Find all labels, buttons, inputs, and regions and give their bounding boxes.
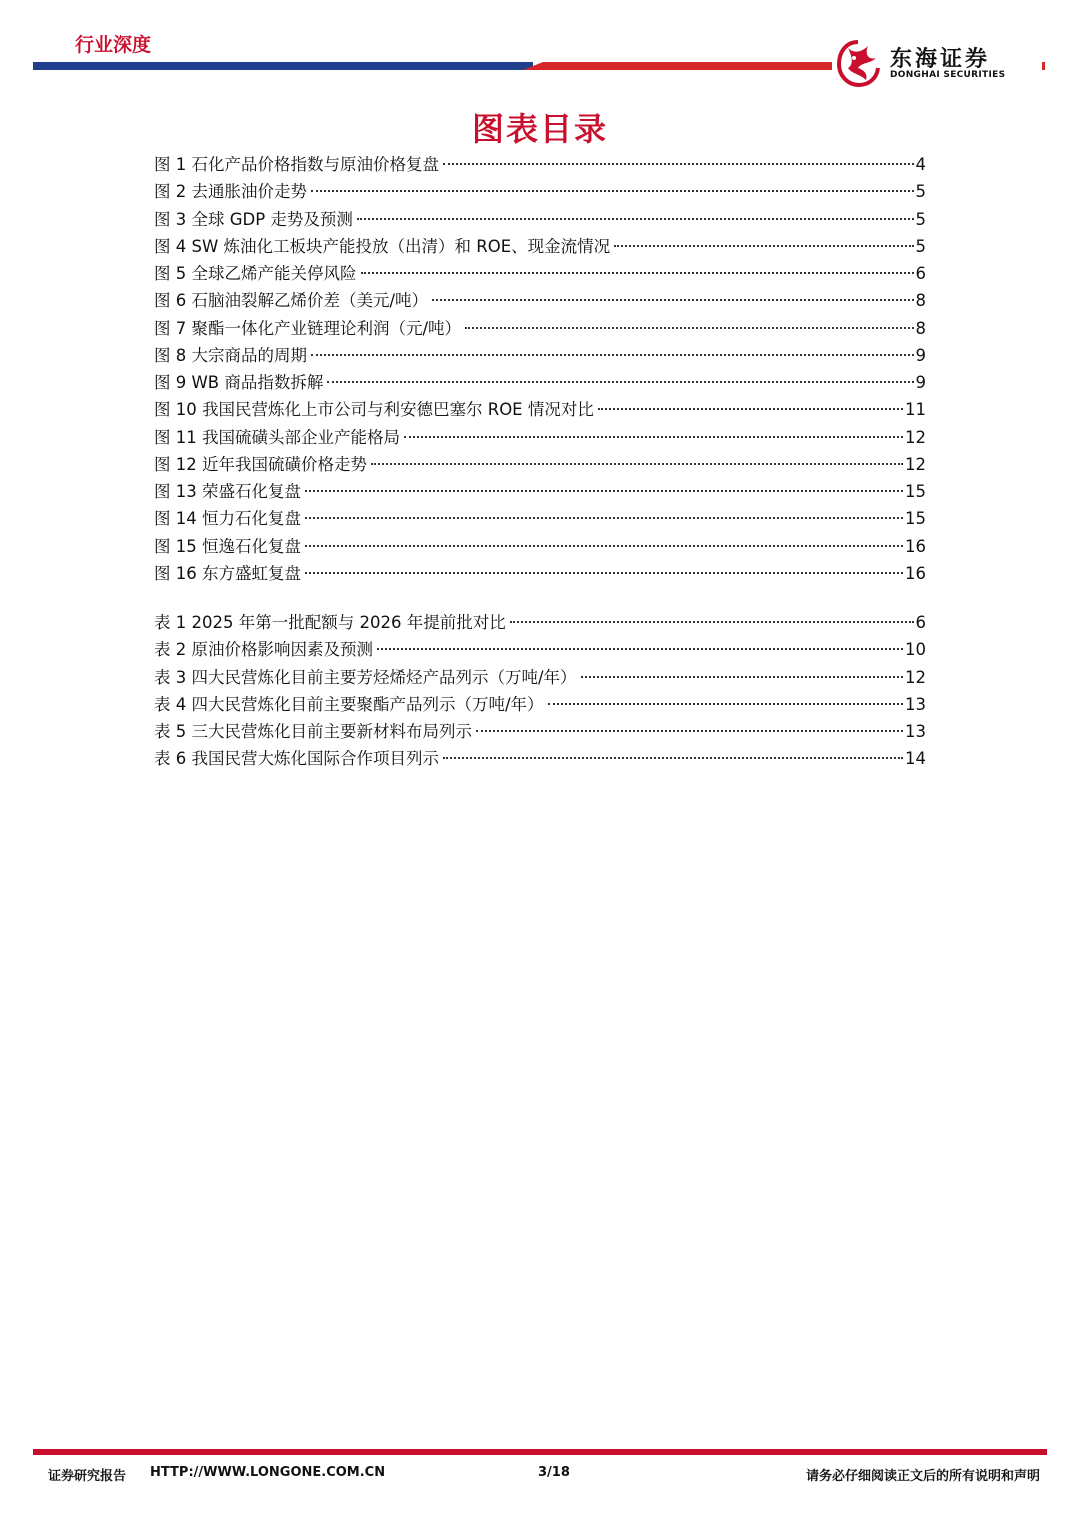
dot-leader	[510, 621, 914, 623]
toc-figure-entry-label[interactable]: 图 6 石脑油裂解乙烯价差（美元/吨）	[154, 291, 429, 311]
toc-figure-entry-page[interactable]: 12	[905, 454, 926, 474]
header-bar-blue	[33, 62, 533, 70]
toc-table-entry[interactable]	[154, 691, 926, 718]
phoenix-logo-icon	[834, 38, 882, 88]
toc-figure-entry[interactable]	[154, 451, 926, 478]
toc-figure-entry-label[interactable]: 图 3 全球 GDP 走势及预测	[154, 209, 353, 229]
toc-table-entry-label[interactable]: 表 2 原油价格影响因素及预测	[154, 640, 373, 660]
toc-table-entry-page[interactable]: 13	[905, 722, 926, 742]
toc-figure-entry-label[interactable]: 图 12 近年我国硫磺价格走势	[154, 454, 367, 474]
dot-leader	[371, 463, 903, 465]
toc-table-entry[interactable]	[154, 609, 926, 636]
toc-table-entry[interactable]	[154, 745, 926, 772]
dot-leader	[432, 299, 913, 301]
company-logo	[832, 38, 1042, 90]
dot-leader	[465, 327, 913, 329]
toc-table-entry-label[interactable]: 表 3 四大民营炼化目前主要芳烃烯烃产品列示（万吨/年）	[154, 667, 577, 687]
toc-table-entry-page[interactable]: 14	[905, 749, 926, 769]
toc-figure-entry[interactable]	[154, 533, 926, 560]
toc-figure-entry[interactable]	[154, 424, 926, 451]
page-footer	[48, 1465, 1040, 1485]
dot-leader	[443, 757, 903, 759]
toc-figure-entry[interactable]	[154, 233, 926, 260]
toc-figure-entry-label[interactable]: 图 5 全球乙烯产能关停风险	[154, 264, 357, 284]
toc-figure-entry-page[interactable]: 6	[915, 264, 926, 284]
toc-figure-entry[interactable]	[154, 151, 926, 178]
dot-leader	[311, 354, 914, 356]
toc-figure-entry[interactable]	[154, 342, 926, 369]
toc-figure-entry[interactable]	[154, 560, 926, 587]
toc-figure-entry-label[interactable]: 图 7 聚酯一体化产业链理论利润（元/吨）	[154, 318, 462, 338]
footer-doc-type: 证券研究报告	[48, 1469, 127, 1484]
toc-figure-entry-label[interactable]: 图 14 恒力石化复盘	[154, 509, 301, 529]
toc-figure-entry[interactable]	[154, 478, 926, 505]
table-list	[154, 609, 926, 773]
toc-figure-entry[interactable]	[154, 178, 926, 205]
toc-table-entry[interactable]	[154, 664, 926, 691]
toc-figure-entry-page[interactable]: 16	[905, 563, 926, 583]
toc-figure-entry[interactable]	[154, 260, 926, 287]
toc-figure-entry[interactable]	[154, 287, 926, 314]
toc-table-entry[interactable]	[154, 636, 926, 663]
toc-figure-entry-page[interactable]: 15	[905, 509, 926, 529]
toc-figure-entry-label[interactable]: 图 15 恒逸石化复盘	[154, 536, 301, 556]
toc-figure-entry-page[interactable]: 4	[915, 155, 926, 174]
dot-leader	[443, 163, 914, 165]
dot-leader	[305, 517, 903, 519]
toc-figure-entry-page[interactable]: 9	[915, 373, 926, 393]
dot-leader	[357, 218, 914, 220]
toc-figure-entry-label[interactable]: 图 9 WB 商品指数拆解	[154, 373, 324, 393]
report-category: 行业深度	[75, 34, 152, 56]
toc-figure-entry-page[interactable]: 5	[915, 209, 926, 229]
toc-figure-entry[interactable]	[154, 369, 926, 396]
toc-figure-entry-label[interactable]: 图 2 去通胀油价走势	[154, 182, 307, 202]
dot-leader	[614, 245, 913, 247]
dot-leader	[305, 490, 903, 492]
logo-english-name: DONGHAI SECURITIES	[890, 70, 1006, 80]
toc-table-entry[interactable]	[154, 718, 926, 745]
toc-figure-entry[interactable]	[154, 206, 926, 233]
toc-table-entry-page[interactable]: 6	[915, 613, 926, 632]
footer-page-number: 3/18	[538, 1465, 570, 1480]
toc-table-entry-label[interactable]: 表 1 2025 年第一批配额与 2026 年提前批对比	[154, 613, 506, 632]
toc-figure-entry-label[interactable]: 图 13 荣盛石化复盘	[154, 482, 301, 502]
toc-figure-entry-page[interactable]: 8	[915, 291, 926, 311]
footer-url-link[interactable]: HTTP://WWW.LONGONE.COM.CN	[150, 1465, 386, 1480]
footer-disclaimer: 请务必仔细阅读正文后的所有说明和声明	[805, 1469, 1040, 1484]
dot-leader	[598, 408, 903, 410]
toc-table-entry-label[interactable]: 表 5 三大民营炼化目前主要新材料布局列示	[154, 722, 472, 742]
toc-figure-entry[interactable]	[154, 396, 926, 423]
toc-figure-entry-page[interactable]: 15	[905, 482, 926, 502]
dot-leader	[476, 730, 903, 732]
figure-list	[154, 151, 926, 587]
dot-leader	[305, 572, 903, 574]
toc-figure-entry-page[interactable]: 9	[915, 345, 926, 365]
toc-figure-entry[interactable]	[154, 505, 926, 532]
dot-leader	[327, 381, 913, 383]
toc-table-entry-page[interactable]: 12	[905, 667, 926, 687]
toc-figure-entry-label[interactable]: 图 1 石化产品价格指数与原油价格复盘	[154, 155, 439, 174]
dot-leader	[305, 545, 903, 547]
dot-leader	[311, 190, 914, 192]
toc-table-entry-label[interactable]: 表 6 我国民营大炼化国际合作项目列示	[154, 749, 439, 769]
toc-figure-entry-label[interactable]: 图 11 我国硫磺头部企业产能格局	[154, 427, 400, 447]
toc-figure-entry-page[interactable]: 16	[905, 536, 926, 556]
toc-figure-entry-label[interactable]: 图 8 大宗商品的周期	[154, 345, 307, 365]
toc-figure-entry[interactable]	[154, 315, 926, 342]
toc-figure-entry-page[interactable]: 11	[905, 400, 926, 420]
toc-table-entry-label[interactable]: 表 4 四大民营炼化目前主要聚酯产品列示（万吨/年）	[154, 694, 544, 714]
toc-figure-entry-label[interactable]: 图 16 东方盛虹复盘	[154, 563, 301, 583]
toc-figure-entry-page[interactable]: 12	[905, 427, 926, 447]
toc-figure-entry-page[interactable]: 8	[915, 318, 926, 338]
footer-line	[33, 1449, 1047, 1455]
dot-leader	[581, 676, 903, 678]
dot-leader	[361, 272, 914, 274]
toc-figure-entry-page[interactable]: 5	[915, 236, 926, 256]
logo-chinese-name: 东海证券	[890, 47, 991, 72]
toc-figure-entry-page[interactable]: 5	[915, 182, 926, 202]
dot-leader	[377, 648, 903, 650]
toc-figure-entry-label[interactable]: 图 10 我国民营炼化上市公司与利安德巴塞尔 ROE 情况对比	[154, 400, 594, 420]
toc-table-entry-page[interactable]: 13	[905, 694, 926, 714]
toc-figure-entry-label[interactable]: 图 4 SW 炼油化工板块产能投放（出清）和 ROE、现金流情况	[154, 236, 611, 256]
dot-leader	[404, 436, 903, 438]
dot-leader	[548, 703, 903, 705]
toc-title: 图表目录	[471, 110, 608, 148]
toc-table-entry-page[interactable]: 10	[905, 640, 926, 660]
